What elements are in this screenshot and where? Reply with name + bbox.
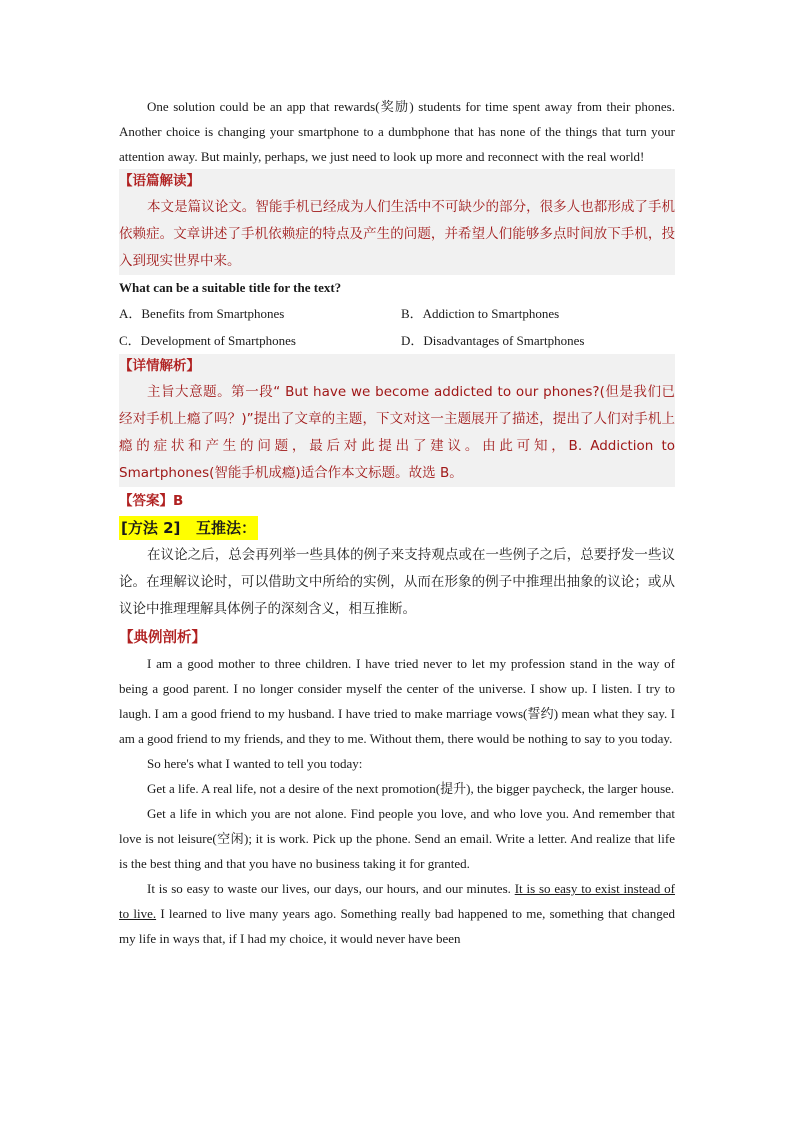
question-stem: What can be a suitable title for the text? xyxy=(119,280,342,295)
detail-analysis-tag: 【详情解析】 xyxy=(119,358,200,374)
method-heading xyxy=(119,514,675,542)
answer-options xyxy=(119,300,675,354)
method-description: 在议论之后，总会再列举一些具体的例子来支持观点或在一些例子之后，总要抒发一些议论。在理解议论时，可以借助文中所给的实例，从而在形象的例子中推理出抽象的议论；或从议论中推理理解具体例子的深刻含义，相互推断。 xyxy=(119,547,675,617)
example-paragraph-1: I am a good mother to three children. I have tried never to let my profession stand in the way of being a good parent. I no longer consider myself the center of the universe. I show up. I listen. I try to laugh. I am a good friend to my husband. I have tried to make marriage vows(誓约) mean what they say. I am a good friend to my friends, and they to me. Without them, there would be nothing to say to you today. xyxy=(119,656,675,746)
detail-analysis-text: 主旨大意题。第一段“ But have we become addicted to our phones?(但是我们已经对手机上瘾了吗？)”提出了文章的主题，下文对这一主题展开了描述，提出了人们对手机上瘾的症状和产生的问题，最后对此提出了建议。由此可知，B. Addiction to Smartphones(智能手机成瘾)适合作本文标题。故选 B。 xyxy=(119,384,675,481)
answer-line xyxy=(119,489,675,514)
option-b: B．Addiction to Smartphones xyxy=(401,306,560,321)
discourse-analysis-block xyxy=(119,169,675,275)
answer-value: B xyxy=(173,493,184,509)
option-d: D．Disadvantages of Smartphones xyxy=(401,333,585,348)
discourse-analysis-text: 本文是篇议论文。智能手机已经成为人们生活中不可缺少的部分，很多人也都形成了手机依赖症。文章讲述了手机依赖症的特点及产生的问题，并希望人们能够多点时间放下手机，投入到现实世界中来。 xyxy=(119,199,675,269)
method-label: [方法 2] 互推法： xyxy=(119,516,258,540)
example-paragraph-3: Get a life. A real life, not a desire of the next promotion(提升), the bigger paycheck, the larger house. xyxy=(147,781,675,796)
example-tag: 【典例剖析】 xyxy=(119,630,206,646)
example-paragraph-2: So here's what I wanted to tell you today: xyxy=(147,756,363,771)
document-page xyxy=(119,94,675,951)
option-a: A．Benefits from Smartphones xyxy=(119,306,285,321)
example-p5-end: I learned to live many years ago. Something really bad happened to me, something that changed my life in ways that, if I had my choice, it would never have been xyxy=(119,906,675,946)
example-p5-underlined: It is so easy to exist instead of to live. xyxy=(119,881,675,921)
option-c: C．Development of Smartphones xyxy=(119,333,296,348)
example-p5-start: It is so easy to waste our lives, our days, our hours, and our minutes. xyxy=(147,881,515,896)
detail-analysis-block xyxy=(119,354,675,487)
passage-paragraph: One solution could be an app that rewards(奖励) students for time spent away from their phones. Another choice is changing your smartphone to a dumbphone that has none of the things that turn your attention away. But mainly, perhaps, we just need to look up more and reconnect with the real world! xyxy=(119,99,675,164)
example-paragraph-5 xyxy=(119,876,675,951)
answer-tag: 【答案】 xyxy=(119,493,173,509)
discourse-analysis-tag: 【语篇解读】 xyxy=(119,173,200,189)
example-paragraph-4: Get a life in which you are not alone. Find people you love, and who love you. And remember that love is not leisure(空闲); it is work. Pick up the phone. Send an email. Write a letter. And realize that life is the best thing and that you have no business taking it for granted. xyxy=(119,806,675,871)
